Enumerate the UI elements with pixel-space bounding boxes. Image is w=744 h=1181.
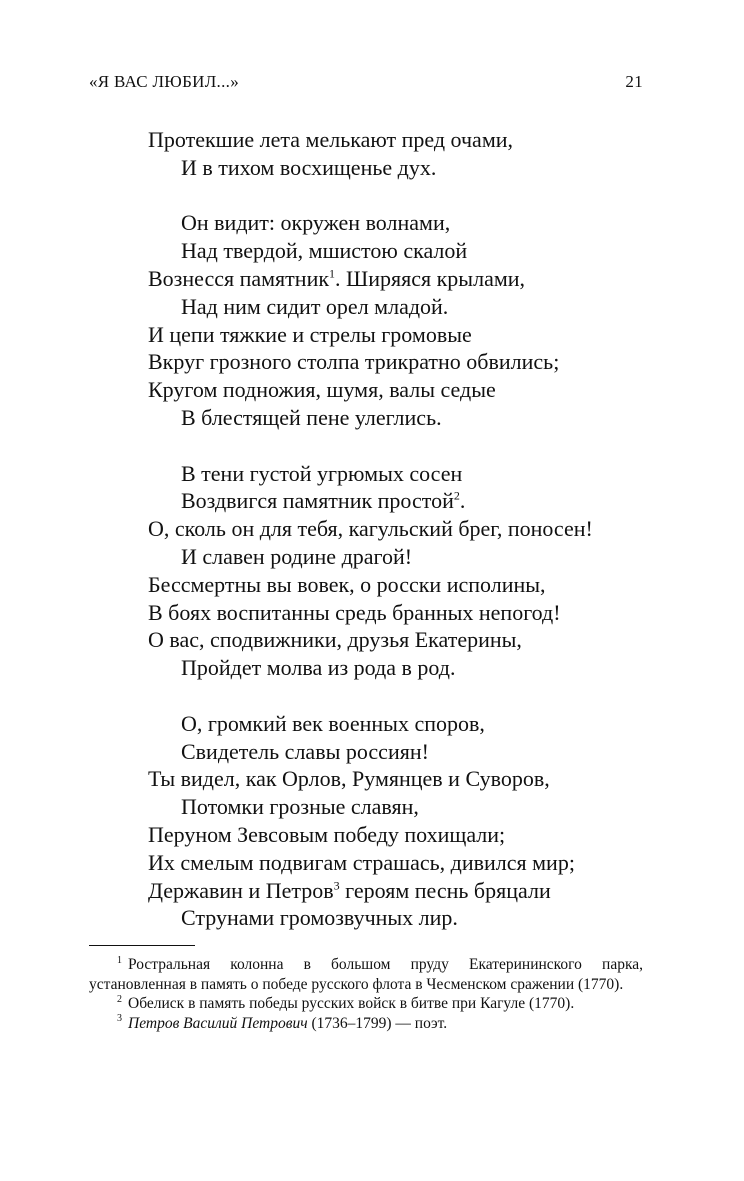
- poem-line-text-after: героям песнь бряцали: [339, 877, 551, 903]
- poem-line: [148, 793, 668, 821]
- poem-line-text: О, сколь он для тебя, кагульский брег, поносен!: [148, 516, 593, 542]
- poem-line: [148, 293, 668, 321]
- poem-line-text: Над твердой, мшистою скалой: [181, 238, 468, 264]
- stanza-break: [148, 182, 668, 210]
- footnote: [89, 994, 643, 1014]
- poem-line-text: Державин и Петров: [148, 877, 334, 903]
- poem-line-text: Потомки грозные славян,: [181, 794, 419, 820]
- footnote-reference: 2: [453, 489, 460, 504]
- poem-line-text: И славен родине драгой!: [181, 543, 413, 569]
- stanza-break: [148, 432, 668, 460]
- poem-line: [148, 321, 668, 349]
- poem-line-text: В блестящей пене улеглись.: [181, 404, 442, 430]
- poem-line: [148, 821, 668, 849]
- poem-line: [148, 404, 668, 432]
- poem-line: [148, 487, 668, 515]
- poem-line: [148, 515, 668, 543]
- poem-line: [148, 877, 668, 905]
- footnote-reference: 3: [333, 878, 340, 893]
- poem-line-text: Воздвигся памятник простой: [181, 488, 454, 514]
- poem-line-text: Бессмертны вы вовек, о росски исполины,: [148, 571, 546, 597]
- footnote-mark: 2: [117, 993, 122, 1005]
- poem-line: [148, 126, 668, 154]
- footnote-mark: 3: [117, 1013, 122, 1025]
- poem-line-text: Кругом подножия, шумя, валы седые: [148, 377, 496, 403]
- poem-line: [148, 710, 668, 738]
- poem-line-text: Он видит: окружен волнами,: [181, 210, 451, 236]
- running-header: [89, 72, 643, 96]
- footnote: [89, 955, 643, 994]
- poem-line-text: Их смелым подвигам страшась, дивился мир;: [148, 849, 575, 875]
- poem-line: [148, 571, 668, 599]
- poem-line: [148, 543, 668, 571]
- poem-line: [148, 460, 668, 488]
- poem-line: [148, 265, 668, 293]
- poem-line-text: И в тихом восхищенье дух.: [181, 154, 437, 180]
- poem-line: [148, 376, 668, 404]
- poem-line-text: О вас, сподвижники, друзья Екатерины,: [148, 627, 522, 653]
- poem-line-text: Перуном Зевсовым победу похищали;: [148, 821, 506, 847]
- footnote-text: Обелиск в память победы русских войск в битве при Кагуле (1770).: [128, 995, 575, 1012]
- poem-line: [148, 738, 668, 766]
- page-number: 21: [625, 72, 643, 91]
- poem-line-text: В тени густой угрюмых сосен: [181, 460, 463, 486]
- footnote-text: (1736–1799) — поэт.: [307, 1014, 448, 1032]
- poem-line-text: Струнами громозвучных лир.: [181, 905, 458, 931]
- poem-line: [148, 626, 668, 654]
- footnotes: [89, 955, 643, 1033]
- poem-line-text: Вознесся памятник: [148, 265, 330, 291]
- footnote-text: Ростральная колонна в большом пруду Екатерининского парка, установленная в память о победе русского флота в Чесменском сражении (1770).: [89, 956, 643, 993]
- poem-line-text: О, громкий век военных споров,: [181, 710, 485, 736]
- poem-line-text: И цепи тяжкие и стрелы громовые: [148, 321, 472, 347]
- poem-line: [148, 599, 668, 627]
- poem-line-text: В боях воспитанны средь бранных непогод!: [148, 599, 561, 625]
- footnote-divider: [89, 945, 195, 946]
- poem-line: [148, 209, 668, 237]
- footnote-name: Петров Василий Петрович: [128, 1014, 308, 1032]
- poem-line-text: Протекшие лета мелькают пред очами,: [148, 127, 514, 152]
- footnote-reference: 1: [329, 266, 336, 281]
- stanza-break: [148, 682, 668, 710]
- poem-line: [148, 654, 668, 682]
- poem-line-text: Свидетель славы россиян!: [181, 738, 429, 764]
- poem-line: [148, 237, 668, 265]
- poem-line: [148, 849, 668, 877]
- running-title: «Я ВАС ЛЮБИЛ...»: [89, 72, 239, 91]
- footnote: [89, 1014, 643, 1034]
- poem-line: [148, 154, 668, 182]
- poem-line-text-after: . Ширяяся крылами,: [335, 265, 526, 291]
- poem-line-text: Пройдет молва из рода в род.: [181, 655, 456, 681]
- footnote-mark: 1: [117, 954, 122, 966]
- poem-text: [148, 126, 668, 932]
- poem-line-text: Ты видел, как Орлов, Румянцев и Суворов,: [148, 766, 550, 792]
- poem-line: [148, 765, 668, 793]
- poem-line-text: Вкруг грозного столпа трикратно обвились;: [148, 349, 560, 375]
- poem-line-text: Над ним сидит орел младой.: [181, 293, 449, 319]
- poem-line: [148, 904, 668, 932]
- poem-line: [148, 348, 668, 376]
- poem-line-text-after: .: [459, 488, 466, 514]
